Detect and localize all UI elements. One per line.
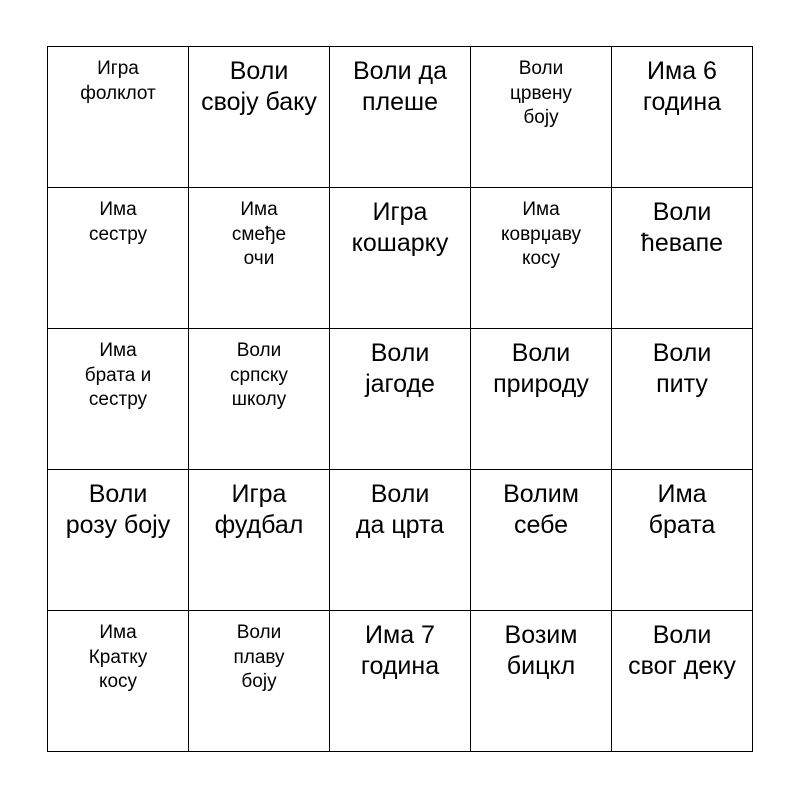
bingo-cell[interactable]: [48, 470, 189, 611]
bingo-cell[interactable]: [330, 47, 471, 188]
bingo-grid: [47, 46, 753, 752]
bingo-cell-text: Воли плаву боју: [233, 622, 285, 692]
bingo-cell[interactable]: [189, 470, 330, 611]
bingo-cell[interactable]: [48, 47, 189, 188]
bingo-cell[interactable]: [471, 188, 612, 329]
bingo-cell-text: Воли ћевапе: [640, 198, 724, 257]
bingo-cell[interactable]: [330, 329, 471, 470]
bingo-cell-text: Воли да плеше: [352, 57, 448, 116]
bingo-cell[interactable]: [189, 611, 330, 752]
bingo-cell-text: Игра фудбал: [214, 480, 304, 539]
bingo-cell-text: Има 7 година: [360, 621, 440, 680]
bingo-cell-text: Има сестру: [88, 199, 148, 245]
bingo-cell[interactable]: [612, 611, 753, 752]
bingo-cell[interactable]: [471, 47, 612, 188]
bingo-cell[interactable]: [189, 47, 330, 188]
bingo-cell-text: Има Кратку косу: [88, 622, 148, 692]
bingo-cell-text: Возим бицкл: [504, 621, 578, 680]
bingo-cell-text: Воли питу: [652, 339, 712, 398]
bingo-cell[interactable]: [330, 611, 471, 752]
bingo-cell[interactable]: [612, 470, 753, 611]
bingo-cell[interactable]: [471, 611, 612, 752]
bingo-cell-text: Воли розу боју: [65, 480, 171, 539]
bingo-cell[interactable]: [471, 470, 612, 611]
bingo-cell[interactable]: [48, 611, 189, 752]
bingo-cell[interactable]: [330, 188, 471, 329]
bingo-cell-text: Воли свог деку: [628, 621, 736, 680]
bingo-cell[interactable]: [48, 329, 189, 470]
bingo-cell[interactable]: [48, 188, 189, 329]
bingo-cell-text: Има брата и сестру: [84, 340, 152, 410]
bingo-cell-text: Воли природу: [493, 339, 589, 398]
bingo-cell[interactable]: [471, 329, 612, 470]
bingo-cell-text: Воли да црта: [355, 480, 445, 539]
bingo-cell[interactable]: [330, 470, 471, 611]
bingo-cell-text: Воли црвену боју: [510, 58, 572, 128]
bingo-cell-text: Воли српску школу: [230, 340, 288, 410]
bingo-cell-text: Игра фолклот: [80, 58, 156, 104]
bingo-cell[interactable]: [612, 329, 753, 470]
bingo-cell-text: Има коврџаву косу: [501, 199, 581, 269]
bingo-cell-text: Волим себе: [503, 480, 579, 539]
bingo-cell[interactable]: [189, 188, 330, 329]
bingo-cell[interactable]: [189, 329, 330, 470]
bingo-cell-text: Воли своју баку: [201, 57, 317, 116]
bingo-cell[interactable]: [612, 47, 753, 188]
bingo-cell-text: Игра кошарку: [351, 198, 449, 257]
bingo-cell-text: Има смеђе очи: [231, 199, 287, 269]
bingo-cell-text: Има брата: [648, 480, 716, 539]
bingo-cell[interactable]: [612, 188, 753, 329]
bingo-cell-text: Воли јагоде: [365, 339, 435, 398]
bingo-cell-text: Има 6 година: [642, 57, 722, 116]
